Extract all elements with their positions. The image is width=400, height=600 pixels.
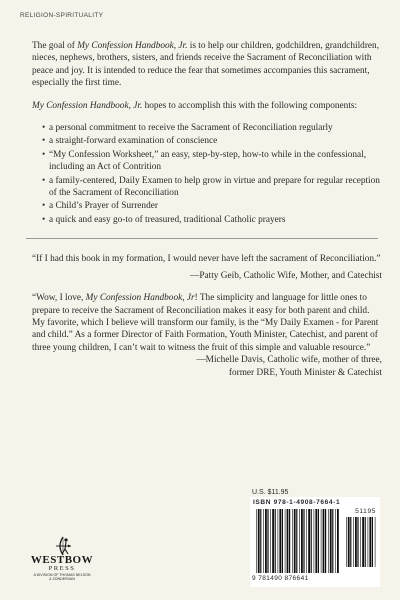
price-label: U.S. $11.95 bbox=[252, 489, 289, 496]
intro-paragraph-1 bbox=[32, 40, 382, 90]
list-item: • a straight-forward examination of conscience bbox=[42, 135, 382, 147]
book-title: My Confession Handbook, Jr. bbox=[77, 41, 188, 51]
publisher-subtitle bbox=[14, 573, 110, 582]
list-item: • a personal commitment to receive the Sacrament of Reconciliation regularly bbox=[42, 122, 382, 134]
intro-text: The goal of bbox=[32, 41, 78, 51]
divider bbox=[26, 238, 378, 239]
testimonial-text bbox=[32, 292, 382, 354]
testimonial-attribution: former DRE, Youth Minister & Catechist bbox=[228, 367, 382, 378]
testimonial-text: “If I had this book in my formation, I would never have left the sacrament of Reconciliation.” bbox=[32, 254, 381, 265]
barcode-bars bbox=[256, 509, 340, 573]
list-item: • a Child’s Prayer of Surrender bbox=[42, 200, 382, 212]
testimonial-text-part: “Wow, I love, bbox=[32, 293, 86, 304]
publisher-press: PRESS bbox=[48, 565, 76, 572]
intro-text: hopes to accomplish this with the following components: bbox=[142, 100, 358, 111]
components-list bbox=[32, 122, 382, 226]
category-label: RELIGION-SPIRITUALITY bbox=[20, 12, 104, 19]
barcode bbox=[250, 497, 380, 587]
publisher-name: WESTBOW bbox=[30, 554, 94, 566]
barcode-digits: 9 781490 876641 bbox=[252, 575, 309, 582]
intro-text: is to help our children, godchildren, grandchildren, nieces, nephews, brothers, sisters, and friends receive the Sacrament of Reconciliation with peace and joy. It is intended to reduce the fear that sometimes accompanies this sacrament, especially the first time. bbox=[32, 41, 380, 89]
barcode-addon-bars bbox=[346, 517, 376, 567]
publisher-subtitle-line: & ZONDERVAN bbox=[49, 577, 75, 582]
isbn-label: ISBN 978-1-4908-7664-1 bbox=[253, 499, 341, 506]
intro-paragraph-2 bbox=[32, 100, 382, 112]
barcode-addon-digits: 51195 bbox=[355, 508, 376, 515]
publisher-subtitle-line: A DIVISION OF THOMAS NELSON bbox=[33, 573, 91, 577]
testimonial-text-part: ! The simplicity and language for little ones to prepare to receive the Sacrament of Reconciliation makes it easy for both parent and child. My favorite, which I believe will transform our family, is the “My Daily Examen - for Parent and child.” As a former Director of Faith Formation, Youth Minister, Catechist, and parent of three young children, I can’t wait to witness the fruit of this simple and valuable resource.” bbox=[32, 293, 379, 353]
list-item: • “My Confession Worksheet,” an easy, step-by-step, how-to while in the confessional, including an Act of Contrition bbox=[42, 149, 382, 174]
testimonial-2 bbox=[32, 292, 382, 379]
back-cover-text bbox=[32, 40, 382, 379]
testimonial-attribution: —Patty Geib, Catholic Wife, Mother, and Catechist bbox=[190, 270, 382, 281]
book-title: My Confession Handbook, Jr bbox=[85, 293, 195, 304]
publisher-logo bbox=[14, 536, 110, 592]
testimonial-1 bbox=[32, 253, 382, 282]
book-title: My Confession Handbook, Jr. bbox=[32, 100, 143, 111]
list-item: • a quick and easy go-to of treasured, traditional Catholic prayers bbox=[42, 214, 382, 226]
archer-icon bbox=[54, 536, 72, 556]
testimonial-attribution: —Michelle Davis, Catholic wife, mother of three, bbox=[196, 355, 382, 366]
list-item: • a family-centered, Daily Examen to help grow in virtue and prepare for regular reception of the Sacrament of Reconciliation bbox=[42, 175, 382, 200]
